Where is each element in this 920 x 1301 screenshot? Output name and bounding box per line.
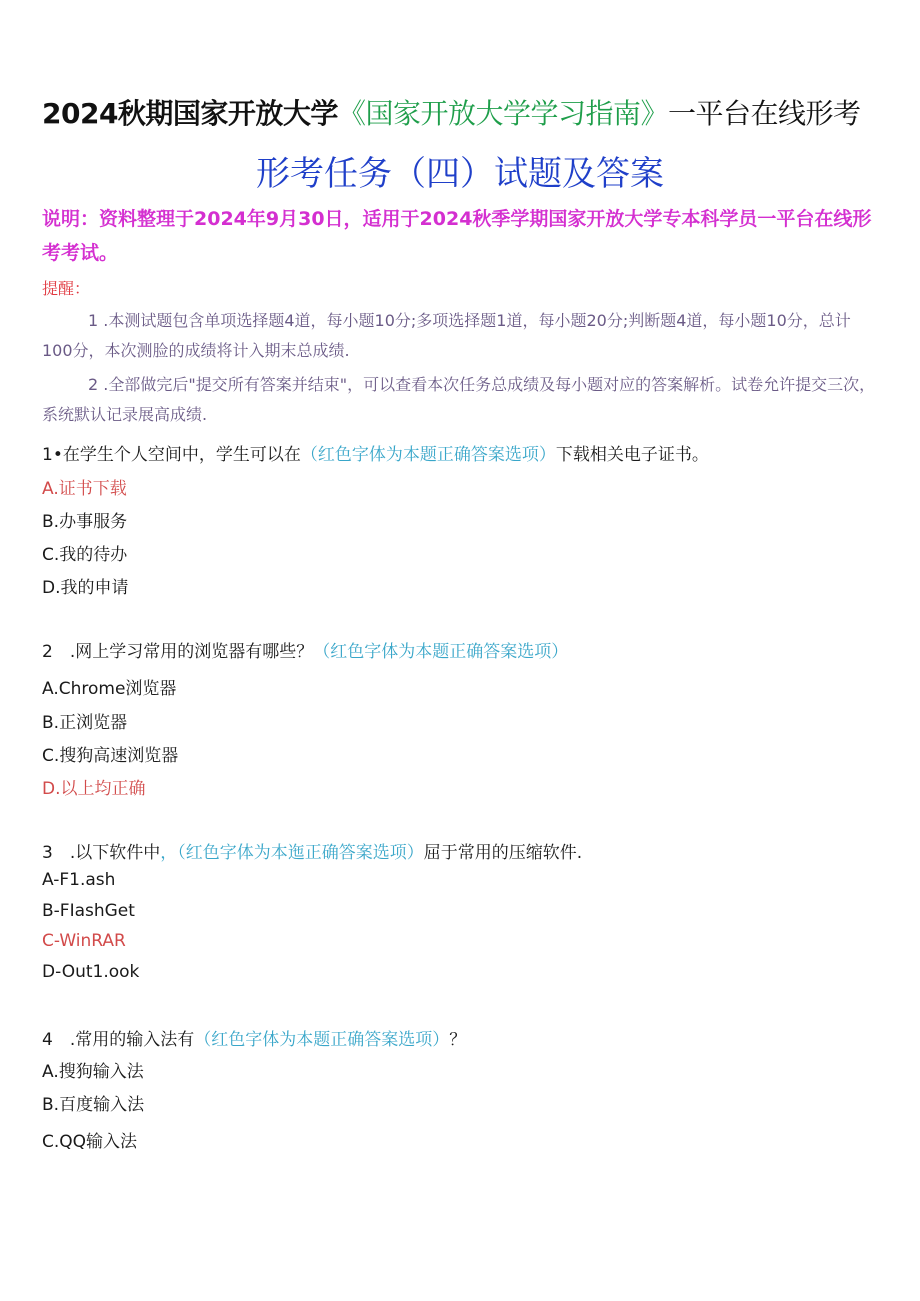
question-3-option-d: D-Out1.ook: [42, 962, 140, 982]
question-4-stem: [42, 1025, 466, 1050]
question-hint: （红色字体为本题正确答案选项）: [194, 1030, 450, 1050]
title-part-platform: 一平台在线形考: [667, 97, 861, 130]
question-2-option-a: A.Chrome浏览器: [42, 679, 177, 699]
question-4-option-a: A.搜狗输入法: [42, 1062, 144, 1082]
question-2-option-d: D.以上均正确: [42, 779, 146, 799]
question-3-option-b: B-FIashGet: [42, 901, 135, 921]
question-stem-text: 4 .常用的输入法有: [42, 1030, 195, 1050]
question-1-option-a: A.证书下载: [42, 479, 127, 499]
question-stem-text: 1•在学生个人空间中，学生可以在: [42, 445, 301, 465]
question-4-option-c: C.QQ输入法: [42, 1132, 138, 1152]
question-1-stem: [42, 440, 709, 465]
reminder-label: 提醒：: [42, 279, 91, 298]
question-1-option-c: C.我的待办: [42, 545, 128, 565]
note-paragraph: 说明：资料整理于2024年9月30日，适用于2024秋季学期国家开放大学专本科学员一平台在线形考考试。: [42, 208, 872, 264]
title-part-course: 《国家开放大学学习指南》: [337, 97, 668, 130]
question-4-option-b: B.百度输入法: [42, 1095, 145, 1115]
question-1-option-b: B.办事服务: [42, 512, 128, 532]
question-stem-text: 2 .网上学习常用的浏览器有哪些？: [42, 642, 314, 662]
question-2-option-b: B.正浏览器: [42, 713, 128, 733]
document-title: [42, 92, 860, 132]
question-3-stem: [42, 838, 582, 863]
question-stem-text: 3 .以下软件中: [42, 843, 161, 863]
question-2-stem: [42, 637, 568, 662]
question-hint: （红色字体为本题正确答案选项）: [313, 642, 569, 662]
question-3-option-a: A-F1.ash: [42, 870, 116, 890]
reminder-item-1: 1 .本测试题包含单项选择题4道，每小题10分;多项选择题1道，每小题20分;判断题4道，每小题10分，总计100分，本次测脸的成绩将计入期末总成绩.: [42, 311, 851, 360]
question-1-option-d: D.我的申请: [42, 578, 129, 598]
question-stem-text: 下载相关电子证书。: [555, 445, 709, 465]
question-stem-text: 屈于常用的压缩软件.: [423, 843, 583, 863]
question-hint: （红色字体为本题正确答案选项）: [300, 445, 556, 465]
question-2-option-c: C.搜狗高速浏览器: [42, 746, 179, 766]
document-subtitle: 形考任务（四）试题及答案: [256, 154, 664, 194]
question-3-option-c: C-WinRAR: [42, 931, 126, 951]
reminder-item-2: 2 .全部做完后"提交所有答案并结束"，可以查看本次任务总成绩及每小题对应的答案解析。试卷允许提交三次，系统默认记录展高成绩.: [42, 375, 876, 424]
question-stem-text: ？: [449, 1030, 467, 1050]
question-hint: ，（红色字体为本迤正确答案选项）: [160, 843, 424, 863]
title-part-year: 2024秋期国家开放大学: [42, 97, 338, 130]
